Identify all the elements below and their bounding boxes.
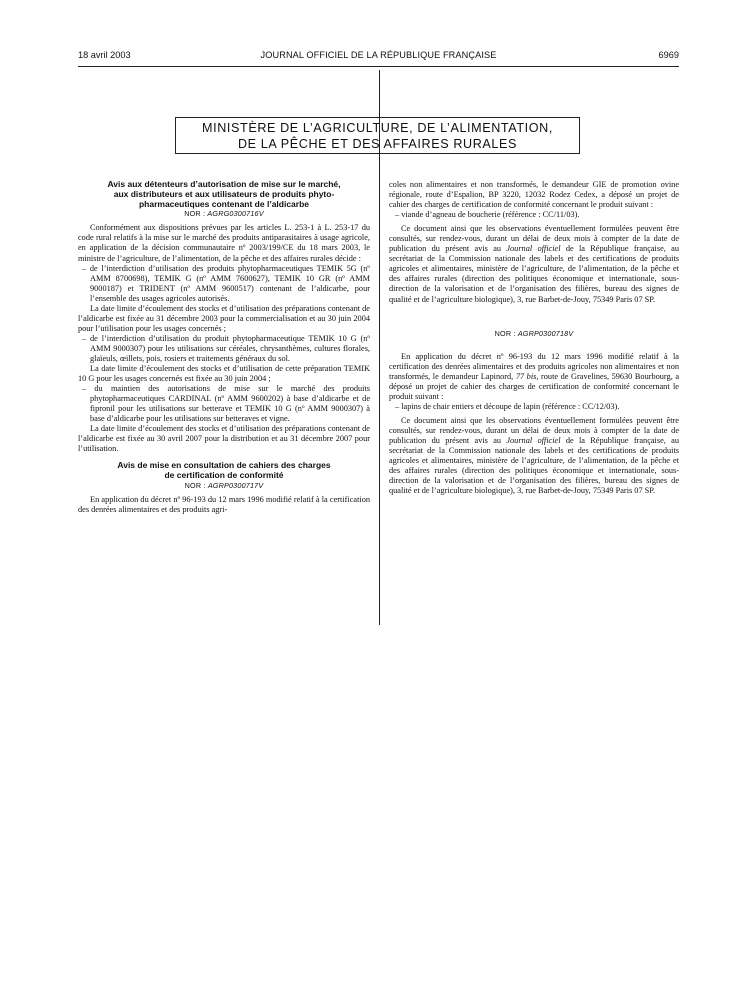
notice2-title — [84, 461, 364, 481]
notice1-title — [84, 180, 364, 209]
ministry-line-2: DE LA PÊCHE ET DES AFFAIRES RURALES — [237, 137, 518, 151]
notice2-item: – viande d’agneau de boucherie (référence : CC/11/03). — [395, 210, 580, 220]
header-page-number: 6969 — [658, 50, 679, 60]
notice1-item1: – de l’interdiction d’utilisation des produits phytopharmaceutiques TEMIK 5G (nº AMM 8700698), TEMIK G (nº AMM 7600627), TEMIK 10 GR (nº AMM 9000187) et TRIDENT (nº AMM 9600517) contenant de l’aldicarbe, pour l’ensemble des usages agricoles autorisés. — [82, 263, 370, 303]
notice3-para1-bis: 77 bis, — [515, 371, 539, 381]
notice2-consultation — [389, 224, 679, 304]
notice3-para1-before: En application du décret nº 96-193 du 12 mars 1996 modifié relatif à la certification des denrées alimentaires et des produits agricoles non alimentaires et non transformés, le demandeur Lapinord, — [389, 351, 679, 381]
notice3-consult-after: de la République française, au secrétariat de la Commission nationale des labels et des certifications de produits agricoles et alimentaires, ministère de l’agriculture, de l’alimentation, de la pêche et des affaires rurales (direction des politiques économique et internationale, sous-direction de la valorisation et de l’organisation des filières, bureau des signes de qualité et de l’agriculture biologique), 3, rue Barbet-de-Jouy, 75349 Paris 07 SP. — [389, 435, 679, 496]
ministry-box — [175, 117, 580, 154]
notice2-consult-journal: Journal officiel — [506, 244, 561, 254]
header-rule — [78, 66, 679, 67]
notice3-consultation — [389, 416, 679, 496]
notice1-nor-label: NOR : — [184, 209, 206, 219]
notice2-title-line2: de certification de conformité — [164, 470, 284, 481]
notice1-intro: Conformément aux dispositions prévues par les articles L. 253-1 à L. 253-17 du code rural relatifs à la mise sur le marché des produits antiparasitaires à usage agricole, en application de la décision communautaire nº 2003/199/CE du 18 mars 2003, le ministre de l’agriculture, de l’alimentation, de la pêche et des affaires rurales décide : — [78, 223, 370, 263]
notice2-title-line1: Avis de mise en consultation de cahiers des charges — [117, 460, 331, 471]
notice2-para1-left: En application du décret nº 96-193 du 12 mars 1996 modifié relatif à la certification des denrées alimentaires et des produits agri- — [78, 495, 370, 515]
notice3-item: – lapins de chair entiers et découpe de lapin (référence : CC/12/03). — [395, 401, 620, 411]
notice2-nor-code: AGRP0300717V — [207, 481, 264, 491]
notice3-nor — [389, 329, 679, 339]
header-date: 18 avril 2003 — [78, 50, 131, 60]
ministry-line-1: MINISTÈRE DE L’AGRICULTURE, DE L’ALIMENTATION, — [202, 121, 553, 135]
notice1-nor-code: AGRG0300716V — [207, 209, 264, 219]
notice3-consult-before: Ce document ainsi que les observations éventuellement formulées peuvent être consultés, sur rendez-vous, durant un délai de deux mois à compter de la date de publication du présent avis au — [389, 415, 679, 445]
right-column — [389, 180, 679, 496]
notice1-item3-note: La date limite d’écoulement des stocks et d’utilisation des préparations contenant de l’aldicarbe est fixée au 30 avril 2007 pour la distribution et au 31 décembre 2007 pour l’utilisation. — [78, 424, 370, 454]
notice1-nor — [78, 209, 370, 219]
notice2-para1-right: coles non alimentaires et non transformés, le demandeur GIE de promotion ovine régionale, route d’Espalion, BP 3220, 12032 Rodez Cedex, a déposé un projet de cahier des charges de certification de conformité concernant le produit suivant : — [389, 180, 679, 210]
notice1-title-line3: pharmaceutiques contenant de l’aldicarbe — [138, 198, 310, 209]
notice3-consult-journal: Journal officiel — [506, 435, 561, 445]
notice2-consult-before: Ce document ainsi que les observations éventuellement formulées peuvent être consultés, sur rendez-vous, durant un délai de deux mois à compter de la date de publication du présent avis au — [389, 224, 679, 254]
column-divider — [379, 70, 380, 625]
notice2-consult-after: de la République française, au secrétariat de la Commission nationale des labels et des certifications de produits agricoles et alimentaires, ministère de l’agriculture, de l’alimentation, de la pêche et des affaires rurales (direction des politiques économique et internationale, sous-direction de la valorisation et de l’organisation des filières, bureau des signes de qualité et de l’agriculture biologique), 3, rue Barbet-de-Jouy, 75349 Paris 07 SP. — [389, 244, 679, 304]
running-header — [78, 50, 679, 64]
header-journal-title: JOURNAL OFFICIEL DE LA RÉPUBLIQUE FRANÇAISE — [260, 50, 497, 60]
notice2-nor-label: NOR : — [184, 481, 206, 491]
notice1-item3: – du maintien des autorisations de mise sur le marché des produits phytopharmaceutiques CARDINAL (nº AMM 9600202) à base d’aldicarbe et de fipronil pour les utilisations sur betterave et TEMIK 10 G (nº AMM 9000307) à base d’aldicarbe pour les utilisations sur betteraves et vigne. — [82, 384, 370, 424]
notice1-title-line1: Avis aux détenteurs d’autorisation de mise sur le marché, — [107, 179, 341, 189]
notice3-nor-label: NOR : — [494, 328, 516, 338]
notice3-para1-after: route de Gravelines, 59630 Bourbourg, a déposé un projet de cahier des charges de certification de conformité concernant le produit suivant : — [389, 371, 680, 401]
notice1-item2-note: La date limite d’écoulement des stocks et d’utilisation de cette préparation TEMIK 10 G pour les usages concernés est fixée au 30 juin 2004 ; — [78, 364, 370, 384]
left-column — [78, 180, 370, 515]
notice3-para1 — [389, 352, 679, 402]
notice2-nor — [78, 481, 370, 491]
notice3-nor-code: AGRP0300718V — [517, 328, 574, 338]
notice1-item2: – de l’interdiction d’utilisation du produit phytopharmaceutique TEMIK 10 G (nº AMM 9000307) pour les utilisations sur céréales, chrysanthèmes, cultures florales, glaïeuls, œillets, pois, rosiers et traitements généraux du sol. — [82, 333, 370, 363]
notice1-title-line2: aux distributeurs et aux utilisateurs de produits phyto- — [113, 188, 335, 199]
notice1-item1-note: La date limite d’écoulement des stocks et d’utilisation des préparations contenant de l’aldicarbe est fixée au 31 décembre 2003 pour la commercialisation et au 30 juin 2004 pour l’utilisation pour les usages concernés ; — [78, 303, 370, 333]
